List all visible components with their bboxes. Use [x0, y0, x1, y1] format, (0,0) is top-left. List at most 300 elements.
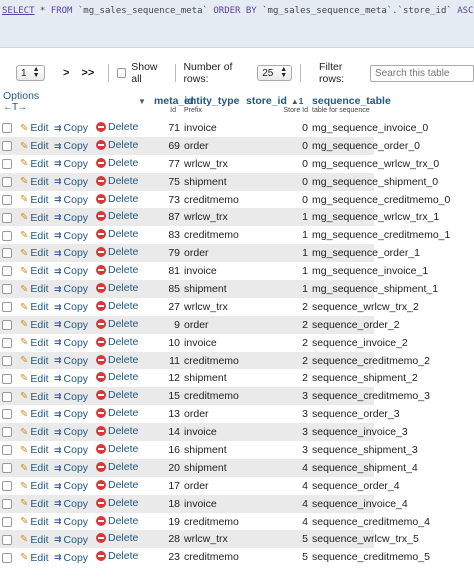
cell-meta-id[interactable]: 79 [136, 244, 182, 262]
cell-entity-type[interactable]: shipment [182, 280, 244, 298]
delete-label: Delete [108, 210, 139, 223]
copy-icon: ⇉ [54, 283, 62, 294]
delete-button[interactable] [96, 246, 138, 258]
delete-button[interactable] [96, 264, 138, 276]
cell-sequence-table[interactable]: sequence_creditmemo_3 [310, 387, 374, 405]
cell-store-id[interactable]: 1 [244, 244, 310, 262]
delete-button[interactable] [96, 175, 138, 187]
cell-entity-type[interactable]: order [182, 244, 244, 262]
delete-button[interactable] [96, 228, 138, 240]
cell-sequence-table[interactable]: mg_sequence_invoice_1 [310, 262, 374, 280]
row-checkbox[interactable] [2, 356, 12, 366]
cell-meta-id[interactable]: 28 [136, 530, 182, 548]
cell-store-id[interactable]: 4 [244, 495, 310, 513]
cell-sequence-table[interactable]: sequence_invoice_4 [310, 495, 374, 513]
delete-button[interactable] [96, 139, 138, 151]
copy-icon: ⇉ [54, 498, 62, 509]
cell-entity-type[interactable]: creditmemo [182, 352, 244, 370]
cell-store-id[interactable]: 5 [244, 548, 310, 566]
delete-label: Delete [108, 228, 139, 241]
cell-meta-id[interactable]: 16 [136, 441, 182, 459]
cell-store-id[interactable]: 4 [244, 459, 310, 477]
cell-store-id[interactable]: 5 [244, 530, 310, 548]
row-checkbox[interactable] [2, 427, 12, 437]
cell-sequence-table[interactable]: sequence_creditmemo_5 [310, 548, 374, 566]
copy-label: Copy [63, 426, 89, 439]
edit-button[interactable] [20, 283, 48, 295]
edit-label: Edit [30, 229, 49, 242]
show-all-checkbox[interactable] [117, 68, 126, 78]
edit-button[interactable] [20, 140, 48, 152]
cell-sequence-table[interactable]: mg_sequence_wrlcw_trx_0 [310, 155, 374, 173]
row-checkbox-cell [0, 298, 18, 316]
edit-button[interactable] [20, 355, 48, 367]
header-entity-type-comment: Prefix [184, 107, 202, 114]
cell-entity-type[interactable]: creditmemo [182, 387, 244, 405]
copy-label: Copy [63, 462, 89, 475]
table-row [0, 530, 474, 548]
table-row [0, 459, 474, 477]
edit-button[interactable] [20, 301, 48, 313]
cell-store-id[interactable]: 0 [244, 191, 310, 209]
cell-sequence-table[interactable]: sequence_shipment_4 [310, 459, 374, 477]
updown-icon: ▲ ▼ [32, 66, 40, 79]
copy-button[interactable] [54, 426, 88, 438]
edit-cell [18, 441, 52, 459]
delete-icon [96, 229, 106, 239]
last-page-button[interactable]: >> [81, 67, 95, 79]
edit-button[interactable] [20, 337, 48, 349]
delete-label: Delete [108, 335, 139, 348]
copy-button[interactable] [54, 355, 88, 367]
fulltext-toggle-icon[interactable]: ←T→ [3, 102, 27, 113]
delete-cell [94, 155, 139, 173]
delete-button[interactable] [96, 443, 138, 455]
copy-icon: ⇉ [54, 534, 62, 545]
cell-store-id[interactable]: 3 [244, 405, 310, 423]
cell-entity-type[interactable]: creditmemo [182, 513, 244, 531]
cell-meta-id[interactable]: 77 [136, 155, 182, 173]
delete-cell [94, 530, 139, 548]
copy-button[interactable] [54, 176, 88, 188]
delete-button[interactable] [96, 479, 138, 491]
table-row [0, 137, 474, 155]
edit-button[interactable] [20, 319, 48, 331]
edit-label: Edit [30, 211, 49, 224]
edit-cell [18, 173, 52, 191]
copy-button[interactable] [54, 480, 88, 492]
edit-button[interactable] [20, 265, 48, 277]
cell-store-id[interactable]: 3 [244, 387, 310, 405]
edit-button[interactable] [20, 498, 48, 510]
cell-meta-id[interactable]: 75 [136, 173, 182, 191]
cell-entity-type[interactable]: creditmemo [182, 226, 244, 244]
copy-button[interactable] [54, 230, 88, 242]
cell-store-id[interactable]: 2 [244, 316, 310, 334]
cell-store-id[interactable]: 2 [244, 369, 310, 387]
edit-label: Edit [30, 336, 49, 349]
copy-button[interactable] [54, 498, 88, 510]
delete-cell [94, 369, 139, 387]
row-checkbox[interactable] [2, 374, 12, 384]
cell-meta-id[interactable]: 13 [136, 405, 182, 423]
delete-button[interactable] [96, 407, 138, 419]
options-link[interactable]: Options [3, 90, 40, 102]
cell-sequence-table[interactable]: sequence_order_3 [310, 405, 374, 423]
cell-sequence-table[interactable]: sequence_order_4 [310, 477, 374, 495]
cell-meta-id[interactable]: 15 [136, 387, 182, 405]
cell-store-id[interactable]: 0 [244, 173, 310, 191]
cell-entity-type[interactable]: order [182, 477, 244, 495]
copy-button[interactable] [54, 194, 88, 206]
delete-button[interactable] [96, 121, 138, 133]
row-checkbox[interactable] [2, 553, 12, 563]
cell-sequence-table[interactable]: mg_sequence_creditmemo_0 [310, 191, 374, 209]
cell-sequence-table[interactable]: mg_sequence_shipment_0 [310, 173, 374, 191]
row-checkbox[interactable] [2, 481, 12, 491]
edit-button[interactable] [20, 426, 48, 438]
pencil-icon: ✎ [20, 212, 29, 224]
table-row [0, 173, 474, 191]
cell-entity-type[interactable]: wrlcw_trx [182, 298, 244, 316]
edit-cell [18, 226, 52, 244]
delete-label: Delete [108, 514, 139, 527]
cell-entity-type[interactable]: creditmemo [182, 548, 244, 566]
cell-entity-type[interactable]: invoice [182, 262, 244, 280]
row-checkbox[interactable] [2, 284, 12, 294]
delete-button[interactable] [96, 497, 138, 509]
copy-button[interactable] [54, 301, 88, 313]
cell-store-id[interactable]: 1 [244, 280, 310, 298]
row-checkbox[interactable] [2, 195, 12, 205]
delete-label: Delete [108, 281, 139, 294]
edit-cell [18, 334, 52, 352]
cell-entity-type[interactable]: shipment [182, 173, 244, 191]
delete-button[interactable] [96, 193, 138, 205]
delete-button[interactable] [96, 282, 138, 294]
cell-sequence-table[interactable]: mg_sequence_order_0 [310, 137, 374, 155]
cell-store-id[interactable]: 4 [244, 513, 310, 531]
pencil-icon: ✎ [20, 480, 29, 492]
row-checkbox-cell [0, 173, 18, 191]
cell-store-id[interactable]: 2 [244, 334, 310, 352]
pencil-icon: ✎ [20, 247, 29, 259]
cell-sequence-table[interactable]: mg_sequence_invoice_0 [310, 119, 374, 137]
delete-button[interactable] [96, 300, 138, 312]
cell-sequence-table[interactable]: mg_sequence_shipment_1 [310, 280, 374, 298]
row-checkbox[interactable] [2, 123, 12, 133]
nav-divider [300, 64, 301, 82]
cell-sequence-table[interactable]: mg_sequence_creditmemo_1 [310, 226, 374, 244]
page-select[interactable] [16, 65, 45, 81]
table-row [0, 280, 474, 298]
edit-button[interactable] [20, 373, 48, 385]
cell-meta-id[interactable]: 71 [136, 119, 182, 137]
edit-label: Edit [30, 122, 49, 135]
cell-meta-id[interactable]: 12 [136, 369, 182, 387]
copy-button[interactable] [54, 265, 88, 277]
table-row [0, 423, 474, 441]
sql-order-column: `mg_sales_sequence_meta`.`store_id` [256, 6, 458, 16]
delete-button[interactable] [96, 550, 138, 562]
copy-button[interactable] [54, 337, 88, 349]
copy-button[interactable] [54, 158, 88, 170]
cell-sequence-table[interactable]: sequence_shipment_3 [310, 441, 374, 459]
copy-button[interactable] [54, 212, 88, 224]
cell-entity-type[interactable]: order [182, 316, 244, 334]
row-checkbox-cell [0, 316, 18, 334]
delete-label: Delete [108, 121, 139, 134]
row-checkbox[interactable] [2, 231, 12, 241]
cell-entity-type[interactable]: invoice [182, 334, 244, 352]
cell-sequence-table[interactable]: sequence_invoice_2 [310, 334, 374, 352]
header-sequence-table[interactable] [310, 95, 391, 119]
edit-label: Edit [30, 193, 49, 206]
row-checkbox-cell [0, 548, 18, 566]
copy-label: Copy [63, 480, 89, 492]
cell-meta-id[interactable]: 69 [136, 137, 182, 155]
copy-button[interactable] [54, 122, 88, 134]
copy-button[interactable] [54, 552, 88, 564]
cell-meta-id[interactable]: 11 [136, 352, 182, 370]
filter-rows-input[interactable] [370, 65, 474, 82]
delete-label: Delete [108, 496, 139, 509]
copy-button[interactable] [54, 319, 88, 331]
cell-meta-id[interactable]: 14 [136, 423, 182, 441]
row-checkbox[interactable] [2, 302, 12, 312]
table-row [0, 477, 474, 495]
cell-meta-id[interactable]: 17 [136, 477, 182, 495]
table-row [0, 352, 474, 370]
header-store-id[interactable] [244, 95, 310, 119]
cell-meta-id[interactable]: 87 [136, 208, 182, 226]
cell-store-id[interactable]: 3 [244, 441, 310, 459]
copy-icon: ⇉ [54, 212, 62, 223]
delete-icon [96, 319, 106, 329]
cell-entity-type[interactable]: order [182, 405, 244, 423]
copy-icon: ⇉ [54, 319, 62, 330]
copy-label: Copy [63, 318, 89, 331]
cell-meta-id[interactable]: 81 [136, 262, 182, 280]
cell-entity-type[interactable]: invoice [182, 495, 244, 513]
cell-meta-id[interactable]: 83 [136, 226, 182, 244]
delete-icon [96, 462, 106, 472]
copy-button[interactable] [54, 534, 88, 546]
cell-sequence-table[interactable]: mg_sequence_order_1 [310, 244, 374, 262]
row-checkbox-cell [0, 334, 18, 352]
delete-cell [94, 191, 139, 209]
row-checkbox[interactable] [2, 159, 12, 169]
cell-sequence-table[interactable]: sequence_wrlcw_trx_5 [310, 530, 374, 548]
row-checkbox[interactable] [2, 213, 12, 223]
delete-button[interactable] [96, 515, 138, 527]
cell-entity-type[interactable]: wrlcw_trx [182, 530, 244, 548]
row-checkbox[interactable] [2, 517, 12, 527]
delete-icon [96, 444, 106, 454]
table-row [0, 316, 474, 334]
sql-asc-keyword: ASC [457, 6, 474, 16]
sql-star: * [34, 6, 51, 16]
cell-entity-type[interactable]: wrlcw_trx [182, 155, 244, 173]
delete-button[interactable] [96, 157, 138, 169]
copy-button[interactable] [54, 462, 88, 474]
row-checkbox[interactable] [2, 445, 12, 455]
cell-store-id[interactable]: 0 [244, 137, 310, 155]
pencil-icon: ✎ [20, 426, 29, 438]
row-checkbox[interactable] [2, 320, 12, 330]
copy-button[interactable] [54, 373, 88, 385]
row-checkbox[interactable] [2, 141, 12, 151]
cell-sequence-table[interactable]: sequence_shipment_2 [310, 369, 374, 387]
delete-cell [94, 423, 139, 441]
edit-button[interactable] [20, 212, 48, 224]
delete-button[interactable] [96, 425, 138, 437]
cell-sequence-table[interactable]: sequence_invoice_3 [310, 423, 374, 441]
row-checkbox[interactable] [2, 177, 12, 187]
edit-button[interactable] [20, 534, 48, 546]
copy-cell [52, 405, 94, 423]
copy-cell [52, 173, 94, 191]
delete-icon [96, 498, 106, 508]
cell-meta-id[interactable]: 73 [136, 191, 182, 209]
cell-store-id[interactable]: 0 [244, 155, 310, 173]
edit-button[interactable] [20, 552, 48, 564]
row-checkbox[interactable] [2, 338, 12, 348]
row-checkbox[interactable] [2, 535, 12, 545]
edit-label: Edit [30, 444, 49, 457]
delete-cell [94, 173, 139, 191]
row-checkbox[interactable] [2, 409, 12, 419]
copy-button[interactable] [54, 247, 88, 259]
delete-button[interactable] [96, 371, 138, 383]
delete-button[interactable] [96, 461, 138, 473]
copy-cell [52, 477, 94, 495]
row-checkbox[interactable] [2, 463, 12, 473]
row-checkbox[interactable] [2, 499, 12, 509]
cell-sequence-table[interactable]: sequence_order_2 [310, 316, 374, 334]
edit-button[interactable] [20, 247, 48, 259]
cell-store-id[interactable]: 4 [244, 477, 310, 495]
delete-label: Delete [108, 460, 139, 473]
copy-label: Copy [63, 551, 89, 564]
cell-store-id[interactable]: 1 [244, 226, 310, 244]
cell-meta-id[interactable]: 9 [136, 316, 182, 334]
pencil-icon: ✎ [20, 301, 29, 313]
edit-button[interactable] [20, 408, 48, 420]
delete-label: Delete [108, 192, 139, 205]
cell-entity-type[interactable]: wrlcw_trx [182, 208, 244, 226]
cell-store-id[interactable]: 1 [244, 208, 310, 226]
row-checkbox[interactable] [2, 266, 12, 276]
sql-select-keyword: SELECT [2, 6, 35, 16]
copy-icon: ⇉ [54, 140, 62, 151]
copy-button[interactable] [54, 140, 88, 152]
header-entity-type[interactable] [182, 95, 244, 119]
cell-sequence-table[interactable]: sequence_creditmemo_4 [310, 513, 374, 531]
next-page-button[interactable]: > [62, 67, 70, 79]
cell-meta-id[interactable]: 27 [136, 298, 182, 316]
cell-entity-type[interactable]: shipment [182, 441, 244, 459]
copy-cell [52, 387, 94, 405]
delete-button[interactable] [96, 318, 138, 330]
row-checkbox-cell [0, 477, 18, 495]
cell-sequence-table[interactable]: sequence_creditmemo_2 [310, 352, 374, 370]
table-body [0, 119, 474, 566]
edit-button[interactable] [20, 462, 48, 474]
row-checkbox-cell [0, 441, 18, 459]
cell-meta-id[interactable]: 20 [136, 459, 182, 477]
row-checkbox[interactable] [2, 248, 12, 258]
edit-button[interactable] [20, 158, 48, 170]
edit-label: Edit [30, 157, 49, 170]
copy-button[interactable] [54, 283, 88, 295]
edit-button[interactable] [20, 122, 48, 134]
copy-cell [52, 191, 94, 209]
edit-cell [18, 316, 52, 334]
cell-sequence-table[interactable]: sequence_wrlcw_trx_2 [310, 298, 374, 316]
cell-meta-id[interactable]: 85 [136, 280, 182, 298]
cell-store-id[interactable]: 2 [244, 298, 310, 316]
copy-cell [52, 530, 94, 548]
copy-button[interactable] [54, 516, 88, 528]
row-checkbox-cell [0, 119, 18, 137]
copy-button[interactable] [54, 444, 88, 456]
row-checkbox-cell [0, 495, 18, 513]
delete-icon [96, 408, 106, 418]
cell-entity-type[interactable]: invoice [182, 119, 244, 137]
edit-button[interactable] [20, 391, 48, 403]
copy-icon: ⇉ [54, 122, 62, 133]
edit-button[interactable] [20, 230, 48, 242]
edit-button[interactable] [20, 176, 48, 188]
edit-label: Edit [30, 354, 49, 367]
cell-store-id[interactable]: 1 [244, 262, 310, 280]
delete-button[interactable] [96, 336, 138, 348]
cell-store-id[interactable]: 2 [244, 352, 310, 370]
copy-button[interactable] [54, 391, 88, 403]
edit-button[interactable] [20, 194, 48, 206]
rows-per-page-select[interactable] [257, 65, 292, 81]
copy-cell [52, 441, 94, 459]
cell-meta-id[interactable]: 19 [136, 513, 182, 531]
cell-entity-type[interactable]: order [182, 137, 244, 155]
edit-cell [18, 137, 52, 155]
copy-button[interactable] [54, 408, 88, 420]
delete-button[interactable] [96, 210, 138, 222]
cell-meta-id[interactable]: 10 [136, 334, 182, 352]
edit-button[interactable] [20, 480, 48, 492]
delete-button[interactable] [96, 389, 138, 401]
copy-label: Copy [63, 122, 89, 135]
cell-entity-type[interactable]: creditmemo [182, 191, 244, 209]
delete-button[interactable] [96, 532, 138, 544]
delete-cell [94, 298, 139, 316]
edit-button[interactable] [20, 444, 48, 456]
table-header-row [0, 95, 474, 119]
cell-store-id[interactable]: 3 [244, 423, 310, 441]
row-checkbox[interactable] [2, 392, 12, 402]
cell-entity-type[interactable]: shipment [182, 369, 244, 387]
cell-entity-type[interactable]: shipment [182, 459, 244, 477]
copy-icon: ⇉ [54, 176, 62, 187]
edit-button[interactable] [20, 516, 48, 528]
cell-meta-id[interactable]: 18 [136, 495, 182, 513]
cell-sequence-table[interactable]: mg_sequence_wrlcw_trx_1 [310, 208, 374, 226]
cell-store-id[interactable]: 0 [244, 119, 310, 137]
cell-entity-type[interactable]: invoice [182, 423, 244, 441]
delete-button[interactable] [96, 354, 138, 366]
cell-meta-id[interactable]: 23 [136, 548, 182, 566]
